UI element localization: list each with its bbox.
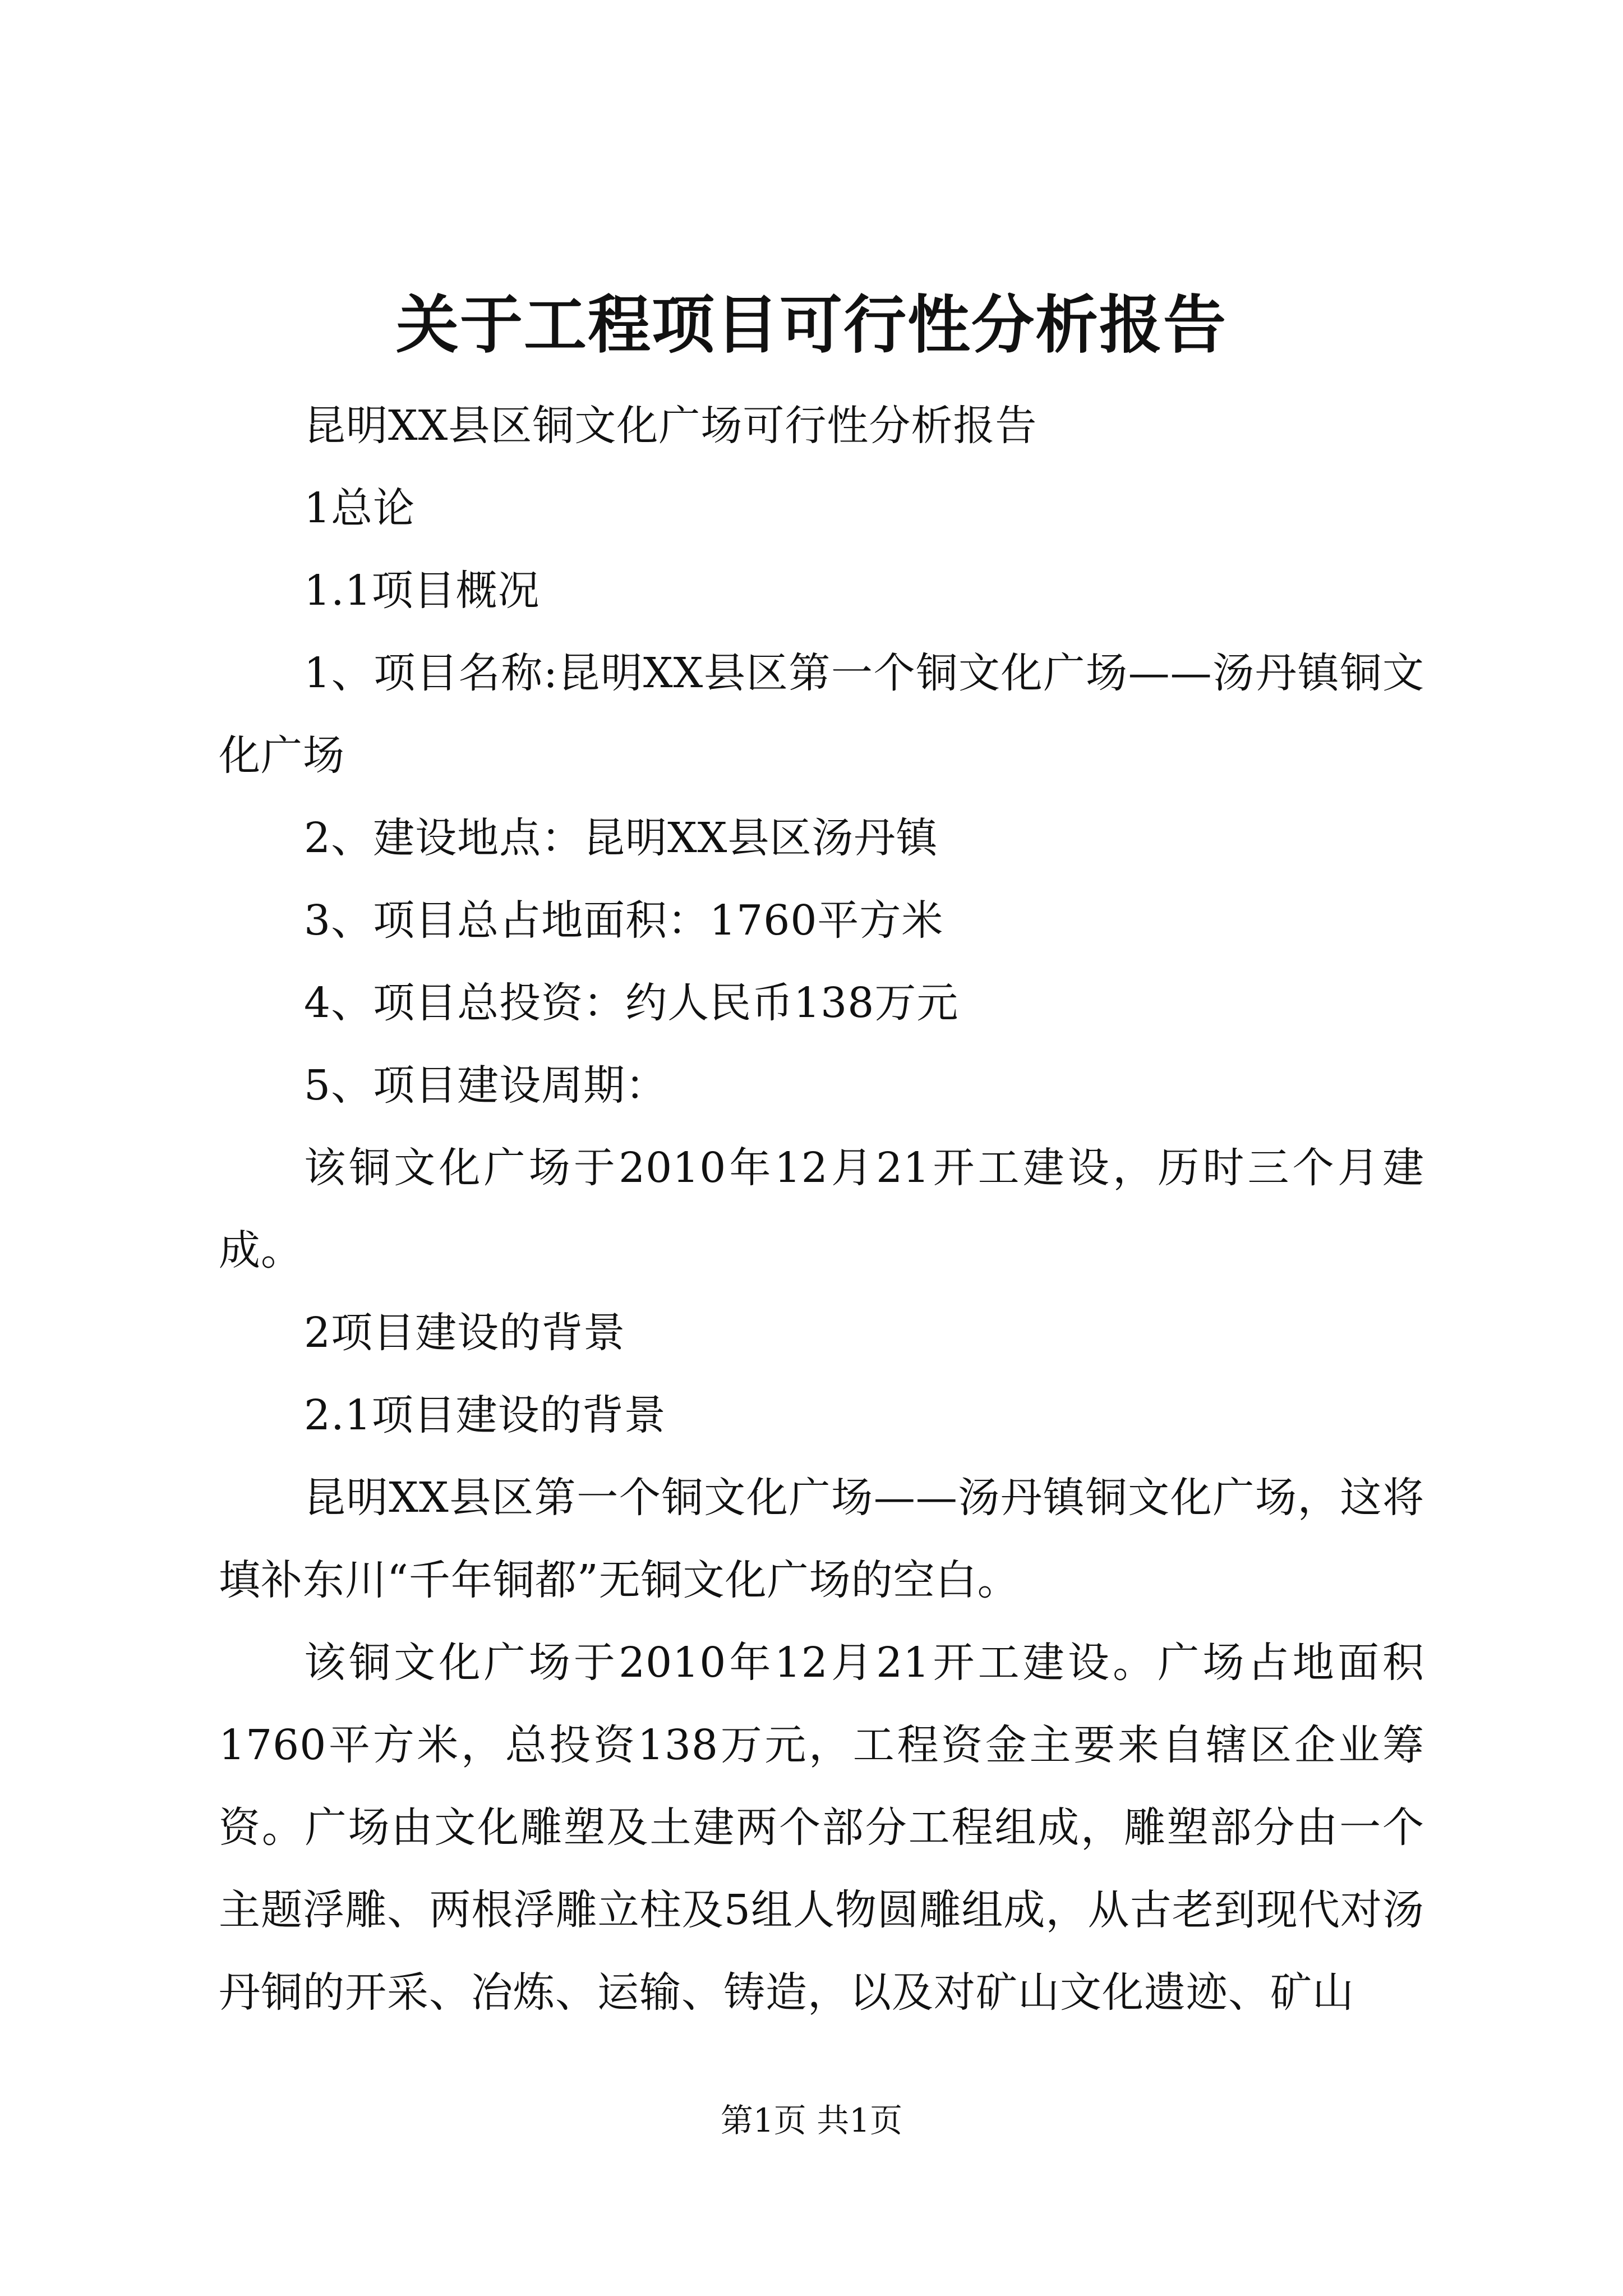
paragraph: 该铜文化广场于2010年12月21开工建设，历时三个月建成。 xyxy=(219,1144,1424,1274)
list-item: 1、项目名称:昆明XX县区第一个铜文化广场——汤丹镇铜文化广场 xyxy=(219,649,1424,780)
paragraph: 昆明XX县区铜文化广场可行性分析报告 xyxy=(304,402,1038,450)
subsection-heading: 2.1项目建设的背景 xyxy=(304,1391,666,1439)
document-title: 关于工程项目可行性分析报告 xyxy=(396,288,1227,362)
section-heading: 2项目建设的背景 xyxy=(304,1309,626,1357)
section-heading: 1总论 xyxy=(304,484,416,532)
list-item: 5、项目建设周期： xyxy=(304,1061,668,1110)
page-footer: 第1页 共1页 xyxy=(720,2101,903,2139)
paragraph: 该铜文化广场于2010年12月21开工建设。广场占地面积1760平方米，总投资138万元，工程资金主要来自辖区企业筹资。广场由文化雕塑及土建两个部分工程组成，雕塑部分由一个主题浮雕、两根浮雕立柱及5组人物圆雕组成，从古老到现代对汤丹铜的开采、冶炼、运输、铸造，以及对矿山文化遗迹、矿山 xyxy=(219,1639,1424,2017)
list-item: 4、项目总投资：约人民币138万元 xyxy=(304,979,959,1027)
list-item: 2、建设地点：昆明XX县区汤丹镇 xyxy=(304,814,938,862)
list-item: 3、项目总占地面积：1760平方米 xyxy=(304,896,944,945)
paragraph: 昆明XX县区第一个铜文化广场——汤丹镇铜文化广场，这将填补东川“千年铜都”无铜文化广场的空白。 xyxy=(219,1474,1424,1604)
document-body xyxy=(219,385,1424,2034)
subsection-heading: 1.1项目概况 xyxy=(304,567,540,615)
